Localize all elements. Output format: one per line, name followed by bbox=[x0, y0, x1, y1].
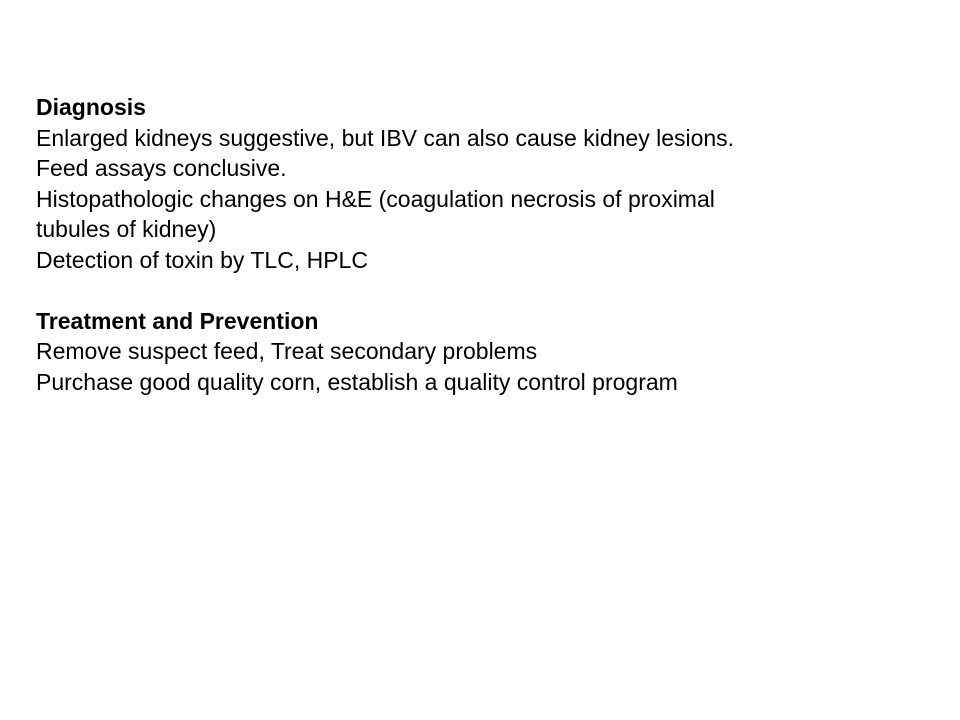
slide-content bbox=[36, 92, 936, 397]
diagnosis-heading: Diagnosis bbox=[36, 94, 146, 120]
treatment-line: Purchase good quality corn, establish a quality control program bbox=[36, 368, 678, 395]
diagnosis-line: tubules of kidney) bbox=[36, 216, 217, 242]
diagnosis-line: Detection of toxin by TLC, HPLC bbox=[36, 246, 368, 273]
diagnosis-line: Enlarged kidneys suggestive, but IBV can also cause kidney lesions. bbox=[36, 124, 735, 151]
treatment-heading: Treatment and Prevention bbox=[36, 307, 319, 334]
treatment-line: Remove suspect feed, Treat secondary problems bbox=[36, 338, 538, 364]
section-spacer bbox=[36, 275, 936, 306]
diagnosis-line: Feed assays conclusive. bbox=[36, 155, 287, 181]
diagnosis-line: Histopathologic changes on H&E (coagulation necrosis of proximal bbox=[36, 185, 715, 212]
